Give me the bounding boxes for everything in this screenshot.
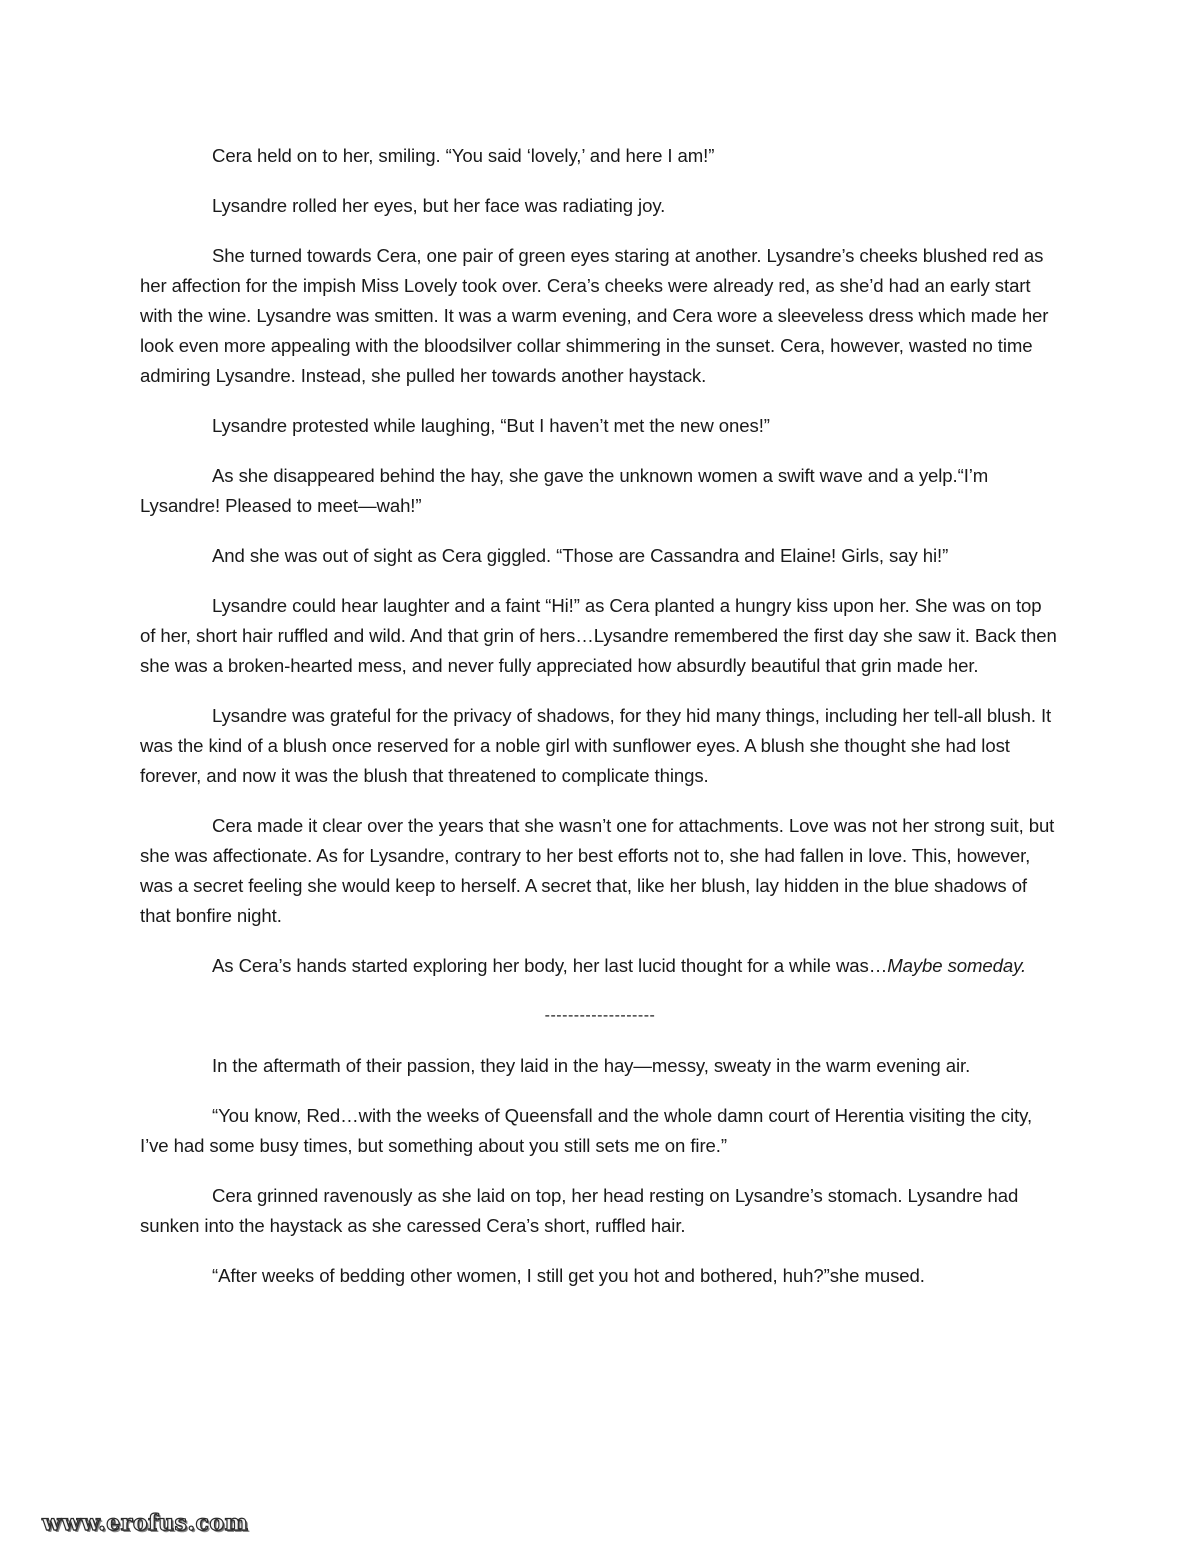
paragraph: Cera held on to her, smiling. “You said ‘lovely,’ and here I am!” bbox=[212, 145, 715, 166]
paragraph: Lysandre was grateful for the privacy of shadows, for they hid many things, including her tell-all blush. It was the kind of a blush once reserved for a noble girl with sunflower eyes. A blush she thought she had lost forever, and now it was the blush that threatened to complicate things. bbox=[140, 705, 1052, 786]
scene-separator: ------------------- bbox=[544, 1007, 656, 1024]
paragraph: Lysandre rolled her eyes, but her face was radiating joy. bbox=[212, 195, 666, 216]
closing-lead-text: As Cera’s hands started exploring her body, her last lucid thought for a while was… bbox=[212, 955, 888, 976]
paragraph: Lysandre could hear laughter and a faint “Hi!” as Cera planted a hungry kiss upon her. She was on top of her, short hair ruffled and wild. And that grin of hers…Lysandre remembered the first day she saw it. Back then she was a broken-hearted mess, and never fully appreciated how absurdly beautiful that grin made her. bbox=[140, 595, 1057, 676]
document-page bbox=[140, 141, 1060, 1311]
closing-paragraph bbox=[140, 951, 1060, 981]
paragraph: She turned towards Cera, one pair of green eyes staring at another. Lysandre’s cheeks blushed red as her affection for the impish Miss Lovely took over. Cera’s cheeks were already red, as she’d had an early start with the wine. Lysandre was smitten. It was a warm evening, and Cera wore a sleeveless dress which made her look even more appealing with the bloodsilver collar shimmering in the sunset. Cera, however, wasted no time admiring Lysandre. Instead, she pulled her towards another haystack. bbox=[140, 245, 1049, 386]
paragraph: “After weeks of bedding other women, I still get you hot and bothered, huh?”she mused. bbox=[212, 1265, 925, 1286]
paragraph: “You know, Red…with the weeks of Queensfall and the whole damn court of Herentia visiting the city, I’ve had some busy times, but something about you still sets me on fire.” bbox=[140, 1105, 1033, 1156]
paragraph: In the aftermath of their passion, they laid in the hay—messy, sweaty in the warm evening air. bbox=[212, 1055, 971, 1076]
paragraph: Lysandre protested while laughing, “But I haven’t met the new ones!” bbox=[212, 415, 770, 436]
paragraph: Cera grinned ravenously as she laid on top, her head resting on Lysandre’s stomach. Lysandre had sunken into the haystack as she caressed Cera’s short, ruffled hair. bbox=[140, 1185, 1019, 1236]
paragraph: Cera made it clear over the years that she wasn’t one for attachments. Love was not her strong suit, but she was affectionate. As for Lysandre, contrary to her best efforts not to, she had fallen in love. This, however, was a secret feeling she would keep to herself. A secret that, like her blush, lay hidden in the blue shadows of that bonfire night. bbox=[140, 815, 1055, 926]
paragraph: And she was out of sight as Cera giggled. “Those are Cassandra and Elaine! Girls, say hi!” bbox=[212, 545, 949, 566]
site-watermark: www.erofus.com bbox=[42, 1510, 249, 1536]
closing-italic-text: Maybe someday. bbox=[887, 955, 1027, 976]
paragraph: As she disappeared behind the hay, she gave the unknown women a swift wave and a yelp.“I’m Lysandre! Pleased to meet—wah!” bbox=[140, 465, 989, 516]
